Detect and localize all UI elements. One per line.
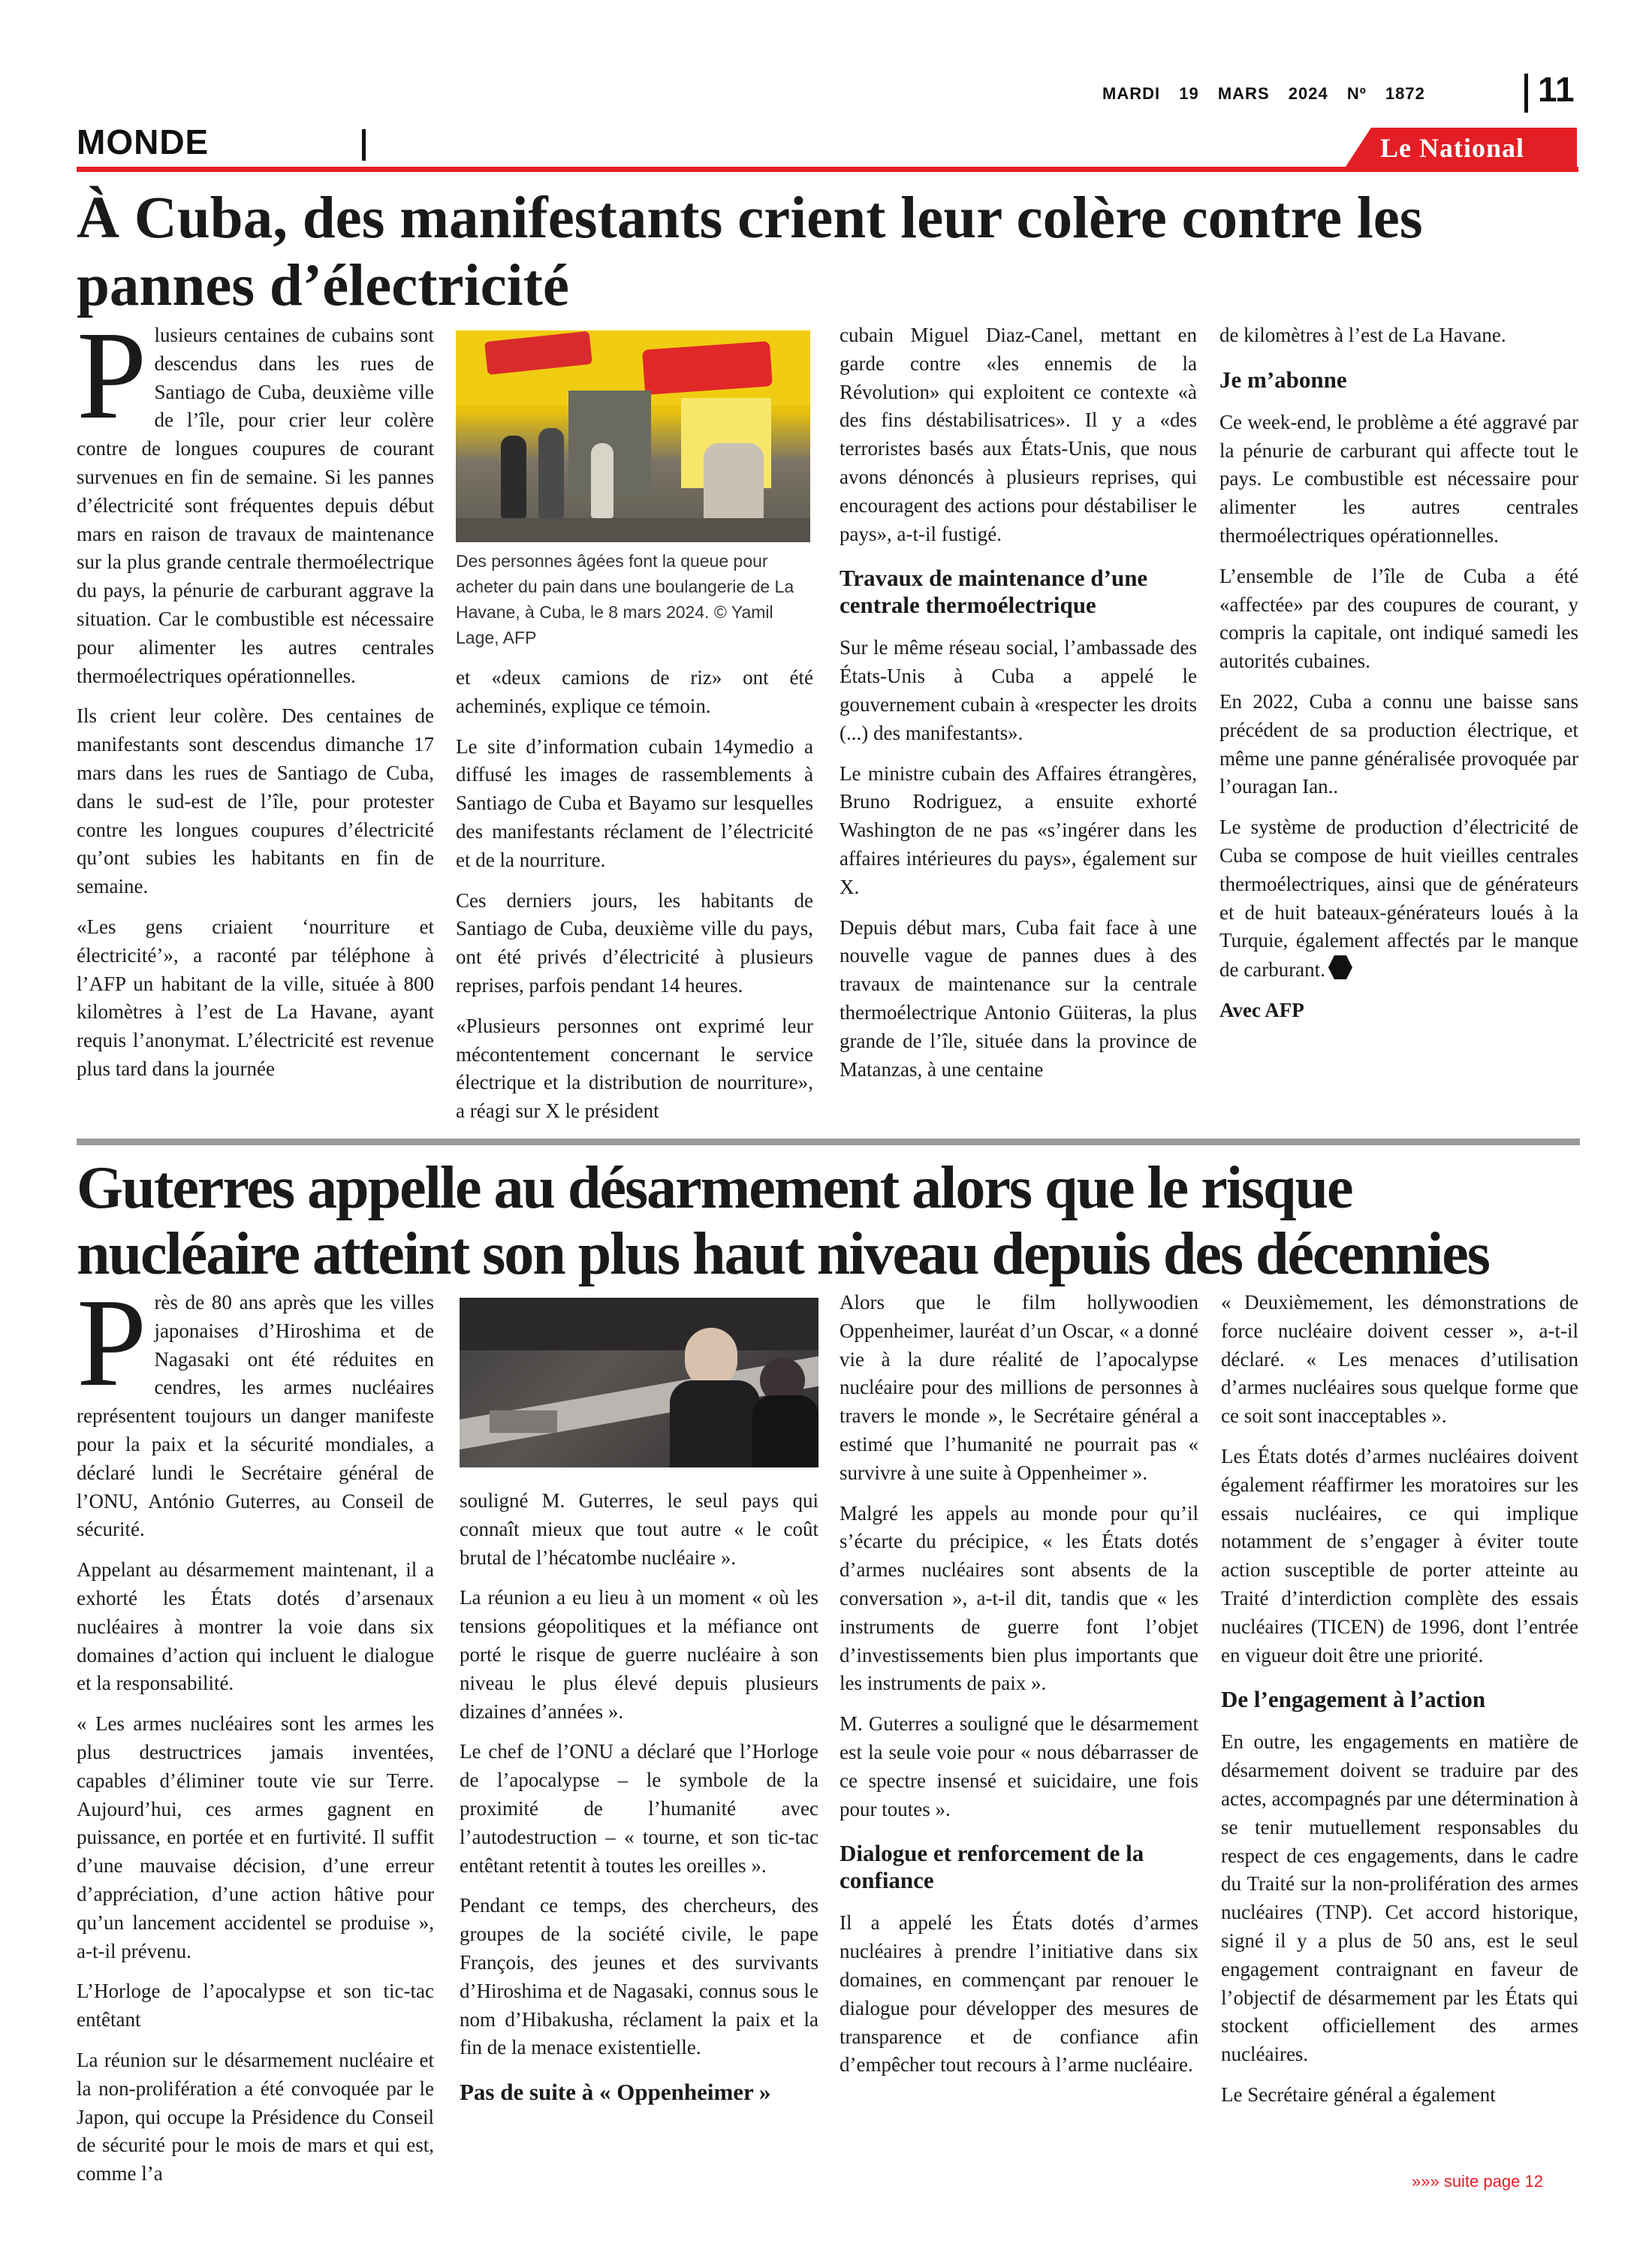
article1-column-2 [456, 330, 813, 1138]
paragraph: Ces derniers jours, les habitants de Santiago de Cuba, deuxième ville du pays, ont été privés d’électricité à plusieurs reprises, parfois pendant 14 heures. [456, 888, 813, 997]
article2-headline: Guterres appelle au désarmement alors que le risque nucléaire atteint son plus haut niveau depuis des décennies [77, 1155, 1489, 1287]
paragraph: de kilomètres à l’est de La Havane. [1219, 324, 1506, 346]
paragraph: Malgré les appels au monde pour qu’il s’écarte du précipice, « les États dotés d’armes nucléaires sont absents de la conversation », a-t-il dit, tandis que « les instruments de guerre font l’objet d’investissements bien plus importants que les instruments de paix ». [840, 1501, 1198, 1695]
article1-headline: À Cuba, des manifestants crient leur colère contre les pannes d’électricité [77, 185, 1423, 318]
brand-name: Le National [1380, 133, 1525, 163]
date-day: MARDI [1102, 84, 1161, 103]
subheading: Pas de suite à « Oppenheimer » [460, 2079, 771, 2106]
paragraph: et «deux camions de riz» ont été acheminés, explique ce témoin. [456, 666, 813, 717]
paragraph: Les États dotés d’armes nucléaires doivent également réaffirmer les moratoires sur les essais nucléaires, ce qui implique notamment de s’engager à éviter toute action susceptible de porter atteinte au Traité d’interdiction complète des essais nucléaires (TICEN) de 1996, dont l’entrée en vigueur doit être une priorité. [1221, 1444, 1578, 1666]
paragraph: « Deuxièmement, les démonstrations de force nucléaire doivent cesser », a-t-il déclaré. « Les menaces d’utilisation d’armes nucléaires sous quelque forme que ce soit sont inacceptables ». [1221, 1291, 1578, 1428]
paragraph: Le chef de l’ONU a déclaré que l’Horloge de l’apocalypse – le symbole de la proximité de l’humanité avec l’autodestruction – « tourne, et son tic-tac entêtant retentit à toutes les oreilles ». [460, 1740, 818, 1877]
paragraph: Il a appelé les États dotés d’armes nucléaires à prendre l’initiative dans six domaines, en commençant par renouer le dialogue pour développer des mesures de transparence et de confiance afin d’empêcher tout recours à l’arme nucléaire. [840, 1911, 1198, 2077]
photo-caption: Des personnes âgées font la queue pour acheter du pain dans une boulangerie de La Havane, à Cuba, le 8 mars 2024. © Yamil Lage, AFP [456, 551, 794, 647]
article1-column-1 [77, 306, 434, 1096]
article1-column-4 [1219, 321, 1578, 1037]
date-month: MARS [1217, 84, 1270, 103]
photo-spacer [460, 1467, 818, 1487]
date-number: 19 [1179, 84, 1199, 103]
end-mark-icon [1328, 955, 1352, 979]
article1-lead-paragraph: Plusieurs centaines de cubains sont descendus dans les rues de Santiago de Cuba, deuxième ville de l’île, pour crier leur colère contre de longues coupures de courant survenues en fin de semaine. Si les pannes d’électricité sont fréquentes depuis début mars en raison de travaux de maintenance sur la plus grande centrale thermoélectrique du pays, la pénurie de carburant aggrave la situation. Car le combustible est nécessaire pour alimenter les autres centrales thermoélectriques opérationnelles. [77, 306, 434, 687]
subheading: Je m’abonne [1219, 366, 1347, 393]
paragraph: Alors que le film hollywoodien Oppenheimer, lauréat d’un Oscar, « a donné vie à la dure réalité de l’apocalypse nucléaire pour des millions de personnes à travers le monde », le Secrétaire général a estimé que l’humanité ne pourrait pas « survivre à une suite à Oppenheimer ». [840, 1291, 1198, 1484]
issue-number: Nº 1872 [1346, 84, 1425, 103]
page-number-divider [1524, 74, 1528, 113]
paragraph: La réunion sur le désarmement nucléaire et la non-prolifération a été convoquée par le Japon, qui occupe la Présidence du Conseil de sécurité pour le mois de mars et qui est, comme l’a [77, 2048, 434, 2185]
article2-lead-paragraph: Près de 80 ans après que les villes japonaises d’Hiroshima et de Nagasaki ont été réduites en cendres, les armes nucléaires représentent toujours un danger manifeste pour la paix et la sécurité mondiales, a déclaré lundi le Secrétaire général de l’ONU, António Guterres, au Conseil de sécurité. [77, 1273, 434, 1541]
security-council-photo [460, 1298, 818, 1467]
paragraph: Le ministre cubain des Affaires étrangères, Bruno Rodriguez, a ensuite exhorté Washington de ne pas «s’ingérer dans les affaires intérieures du pays», également sur X. [840, 762, 1197, 898]
paragraph: Le site d’information cubain 14ymedio a diffusé les images de rassemblements à Santiago de Cuba et Bayamo sur lesquelles des manifestants réclament de l’électricité et de la nourriture. [456, 734, 813, 871]
article1-final-paragraph: Le système de production d’électricité de Cuba se compose de huit vieilles centrales thermoélectriques, ainsi que de générateurs et de huit bateaux-générateurs loués à la Turquie, également affectés par le manque de carburant. [1219, 816, 1578, 982]
paragraph: «Les gens criaient ‘nourriture et électricité’», a raconté par téléphone à l’AFP un habitant de la ville, située à 800 kilomètres à l’est de La Havane, ayant requis l’anonymat. L’électricité est revenue plus tard dans la journée [77, 915, 434, 1080]
subheading: De l’engagement à l’action [1221, 1686, 1486, 1713]
continued-link[interactable]: »»» suite page 12 [1412, 2172, 1543, 2191]
paragraph: Depuis début mars, Cuba fait face à une nouvelle vague de pannes dues à des travaux de maintenance sur la centrale thermoélectrique Antonio Güiteras, la plus grande de l’île, située dans la province de Matanzas, à une centaine [840, 915, 1197, 1081]
issue-dateline [1102, 84, 1425, 104]
paragraph: En outre, les engagements en matière de désarmement doivent se traduire par des actes, accompagnés par une détermination à se tenir mutuellement responsables du respect de ces engagements, dans le cadre du Traité sur la non-prolifération des armes nucléaires (TNP). Cet accord historique, signé il y a plus de 50 ans, est le seul engagement contraignant en faveur de l’objectif de désarmement par les États qui stockent officiellement des armes nucléaires. [1221, 1730, 1578, 2066]
paragraph: Sur le même réseau social, l’ambassade des États-Unis à Cuba a appelé le gouvernement cubain à «respecter les droits (...) des manifestants». [840, 636, 1197, 744]
paragraph: M. Guterres a souligné que le désarmement est la seule voie pour « nous débarrasser de ce spectre insensé et suicidaire, une fois pour toutes ». [840, 1712, 1198, 1820]
page-number: 11 [1538, 70, 1575, 109]
paragraph: Ce week-end, le problème a été aggravé par la pénurie de carburant qui affecte tout le pays. Le combustible est nécessaire pour alimenter les autres centrales thermoélectriques opérationnelles. [1219, 410, 1578, 547]
paragraph: souligné M. Guterres, le seul pays qui connaît mieux que tout autre « le coût brutal de l’hécatombe nucléaire ». [460, 1489, 818, 1569]
paragraph: Le Secrétaire général a également [1221, 2083, 1496, 2106]
subheading: Dialogue et renforcement de la confiance [840, 1840, 1144, 1894]
paragraph: cubain Miguel Diaz-Canel, mettant en garde contre «les ennemis de la Révolution» qui exploitent ce contexte «à des fins déstabilisatrices». Il y a «des terroristes basés aux États-Unis, que nous avons dénoncés à plusieurs reprises, qui encouragent des actions pour déstabiliser le pays», a-t-il fustigé. [840, 324, 1197, 545]
dropcap: P [77, 1273, 147, 1413]
subheading: Travaux de maintenance d’une centrale thermoélectrique [840, 565, 1148, 619]
article1-column-3 [840, 321, 1197, 1096]
paragraph: Appelant au désarmement maintenant, il a exhorté les États dotés d’arsenaux nucléaires à montrer la voie dans six domaines d’action qui incluent le dialogue et la responsabilité. [77, 1558, 434, 1695]
paragraph: «Plusieurs personnes ont exprimé leur mécontentement concernant le service électrique et la distribution de nourriture», a réagi sur X le président [456, 1014, 813, 1123]
section-title: MONDE [77, 122, 210, 161]
byline: Avec AFP [1219, 998, 1304, 1021]
article2-column-4 [1221, 1289, 1578, 2122]
paragraph: L’Horloge de l’apocalypse et son tic-tac entêtant [77, 1980, 434, 2031]
paragraph: Pendant ce temps, des chercheurs, des groupes de la société civile, le pape François, des jeunes et des survivants d’Hiroshima et de Nagasaki, connus sous le nom d’Hibakusha, réclament la paix et la fin de la menace existentielle. [460, 1894, 818, 2059]
article2-column-2 [460, 1298, 818, 2121]
paragraph: Ils crient leur colère. Des centaines de manifestants sont descendus dimanche 17 mars dans les rues de Santiago de Cuba, dans le sud-est de l’île, pour protester contre les longues coupures d’électricité qu’ont subies les habitants en fin de semaine. [77, 704, 434, 898]
date-year: 2024 [1288, 84, 1328, 103]
bakery-queue-photo [456, 330, 810, 542]
paragraph: La réunion a eu lieu à un moment « où les tensions géopolitiques et la méfiance ont porté le risque de guerre nucléaire à son niveau le plus élevé depuis plusieurs dizaines d’années ». [460, 1586, 818, 1723]
paragraph: « Les armes nucléaires sont les armes les plus destructrices jamais inventées, capables d’éliminer toute vie sur Terre. Aujourd’hui, ces armes gagnent en puissance, en portée et en furtivité. Il suffit d’une mauvaise décision, d’une erreur d’appréciation, d’une action hâtive pour qu’un lancement accidentel se produise », a-t-il prévenu. [77, 1712, 434, 1962]
dropcap: P [77, 306, 147, 445]
article-separator [77, 1139, 1580, 1145]
article2-column-1 [77, 1273, 434, 2200]
paragraph: En 2022, Cuba a connu une baisse sans précédent de sa production électrique, et même une panne généralisée provoquée par l’ouragan Ian.. [1219, 689, 1578, 798]
section-divider [362, 129, 366, 161]
article2-column-3 [840, 1289, 1198, 2092]
paragraph: L’ensemble de l’île de Cuba a été «affectée» par des coupures de courant, y compris la capitale, ont indiqué samedi les autorités cubaines. [1219, 564, 1578, 673]
